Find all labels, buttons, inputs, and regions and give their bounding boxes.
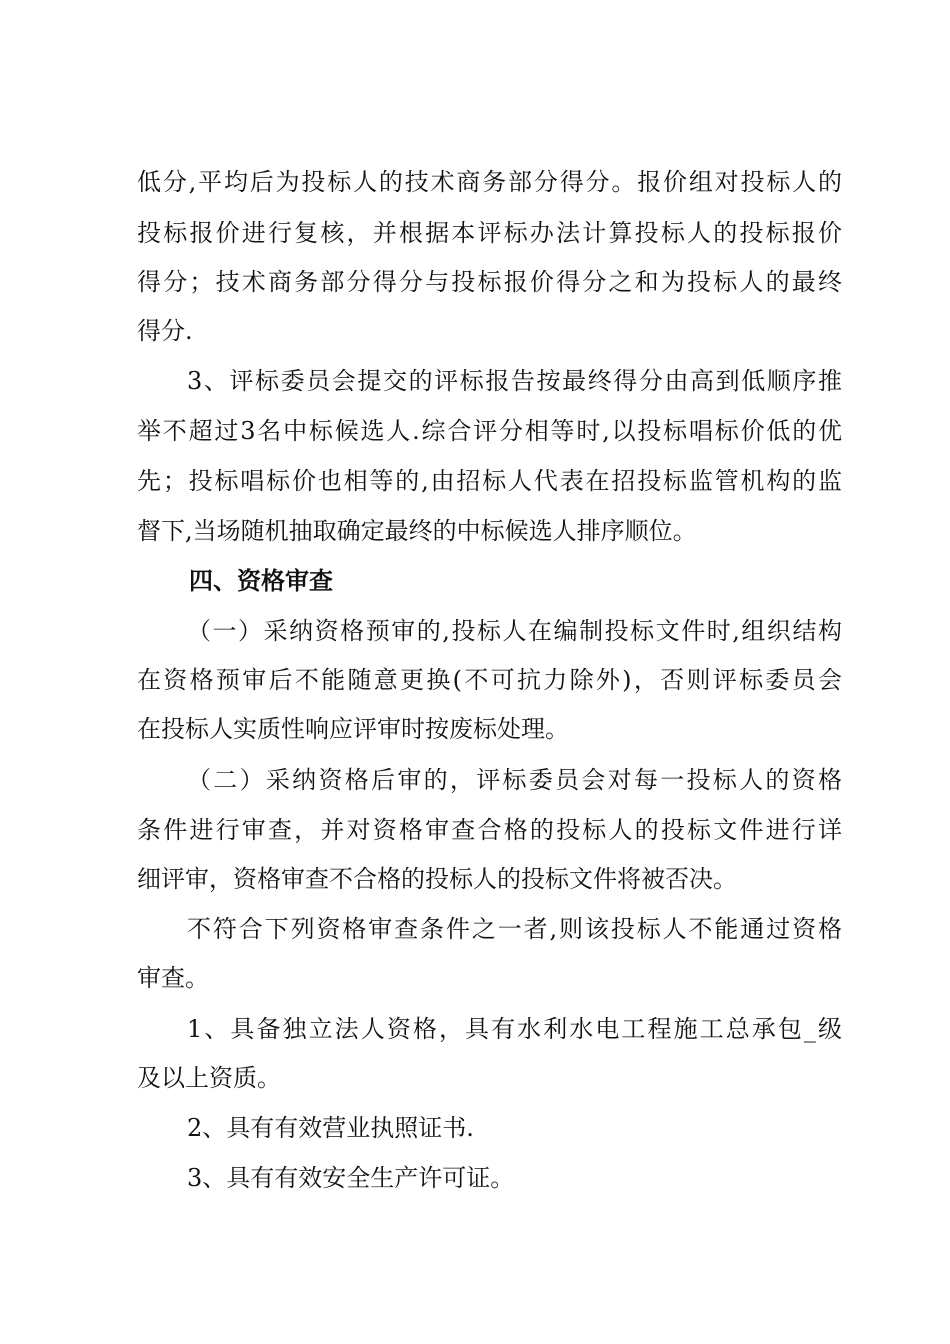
text-line: 低分,平均后为投标人的技术商务部分得分。报价组对投标人的 <box>137 168 842 196</box>
text-line: （二）采纳资格后审的，评标委员会对每一投标人的资格 <box>187 766 842 794</box>
section-heading: 四、资格审查 <box>189 567 333 595</box>
text-line: 2、具有有效营业执照证书. <box>187 1114 474 1142</box>
text-line: 审查。 <box>137 964 209 992</box>
text-line: 3、具有有效安全生产许可证。 <box>187 1164 515 1192</box>
text-line: 在资格预审后不能随意更换(不可抗力除外)，否则评标委员会 <box>137 666 842 694</box>
text-line: 举不超过3名中标候选人.综合评分相等时,以投标唱标价低的优 <box>137 417 842 445</box>
text-line: 得分；技术商务部分得分与投标报价得分之和为投标人的最终 <box>137 268 842 296</box>
text-line: 得分. <box>137 317 193 345</box>
text-line: （一）采纳资格预审的,投标人在编制投标文件时,组织结构 <box>187 617 842 645</box>
text-line: 先；投标唱标价也相等的,由招标人代表在招投标监管机构的监 <box>137 467 842 495</box>
text-line: 1、具备独立法人资格，具有水利水电工程施工总承包_级 <box>187 1015 842 1043</box>
text-line: 及以上资质。 <box>137 1064 281 1092</box>
text-line: 3、评标委员会提交的评标报告按最终得分由高到低顺序推 <box>187 367 842 395</box>
text-line: 在投标人实质性响应评审时按废标处理。 <box>137 715 569 743</box>
text-line: 投标报价进行复核，并根据本评标办法计算投标人的投标报价 <box>137 219 842 247</box>
text-line: 条件进行审查，并对资格审查合格的投标人的投标文件进行详 <box>137 816 842 844</box>
text-line: 不符合下列资格审查条件之一者,则该投标人不能通过资格 <box>187 915 842 943</box>
text-line: 督下,当场随机抽取确定最终的中标候选人排序顺位。 <box>137 517 697 545</box>
text-line: 细评审，资格审查不合格的投标人的投标文件将被否决。 <box>137 865 737 893</box>
